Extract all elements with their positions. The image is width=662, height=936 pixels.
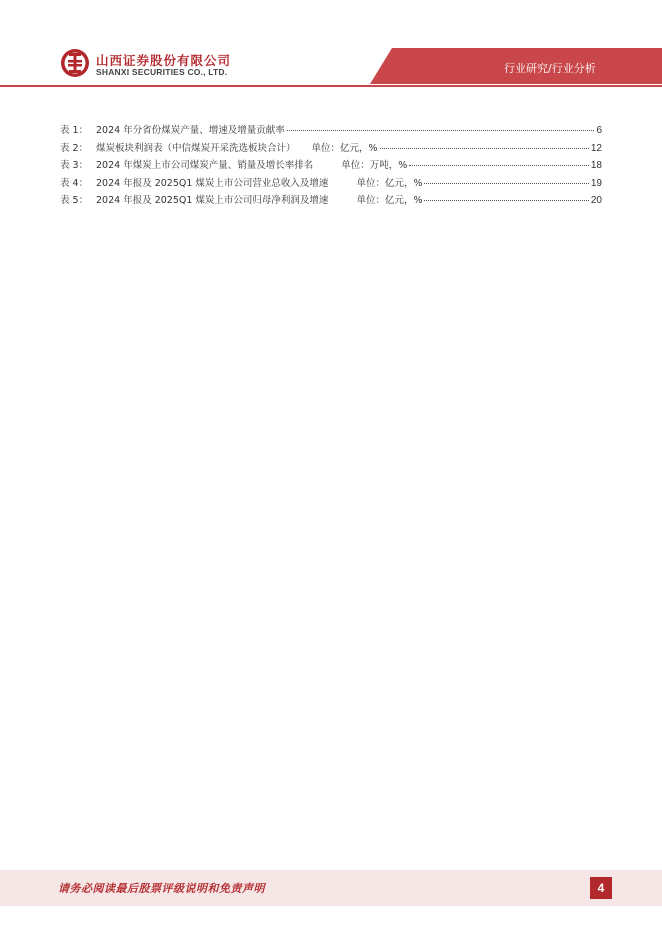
toc-title: 2024 年报及 2025Q1 煤炭上市公司营业总收入及增速 bbox=[96, 177, 329, 189]
toc-entry[interactable] bbox=[60, 140, 602, 158]
page-footer bbox=[0, 870, 662, 906]
table-of-contents bbox=[60, 122, 602, 210]
page-number-badge: 4 bbox=[590, 877, 612, 899]
toc-title: 2024 年分省份煤炭产量、增速及增量贡献率 bbox=[96, 125, 285, 136]
toc-unit: 单位：亿元，% bbox=[356, 195, 423, 206]
toc-label: 表 4： bbox=[60, 177, 89, 189]
brand-name-en: SHANXI SECURITIES CO., LTD. bbox=[96, 67, 228, 77]
toc-leader-dots bbox=[409, 165, 589, 166]
toc-label: 表 1： bbox=[60, 125, 89, 136]
toc-entry[interactable] bbox=[60, 192, 602, 210]
toc-page-number: 20 bbox=[590, 195, 602, 206]
toc-page-number: 19 bbox=[590, 177, 602, 189]
toc-label: 表 2： bbox=[60, 142, 89, 154]
toc-page-number: 6 bbox=[596, 125, 602, 136]
page-header bbox=[0, 0, 662, 90]
toc-title: 煤炭板块利润表（中信煤炭开采洗选板块合计） bbox=[96, 142, 296, 154]
toc-entry[interactable] bbox=[60, 157, 602, 175]
header-divider bbox=[0, 85, 662, 87]
toc-unit: 单位：万吨，% bbox=[341, 160, 408, 171]
toc-entry[interactable] bbox=[60, 175, 602, 193]
toc-unit: 单位：亿元，% bbox=[311, 142, 378, 154]
toc-page-number: 12 bbox=[590, 142, 602, 154]
toc-leader-dots bbox=[424, 183, 588, 184]
toc-title: 2024 年报及 2025Q1 煤炭上市公司归母净利润及增速 bbox=[96, 195, 329, 206]
toc-leader-dots bbox=[424, 200, 588, 201]
toc-entry[interactable] bbox=[60, 122, 602, 140]
brand-name-cn: 山西证券股份有限公司 bbox=[96, 53, 232, 68]
toc-page-number: 18 bbox=[590, 160, 602, 171]
toc-leader-dots bbox=[380, 148, 589, 149]
toc-label: 表 5： bbox=[60, 195, 89, 206]
section-title: 行业研究/行业分析 bbox=[504, 62, 596, 75]
disclaimer-text: 请务必阅读最后股票评级说明和免责声明 bbox=[58, 882, 265, 895]
toc-title: 2024 年煤炭上市公司煤炭产量、销量及增长率排名 bbox=[96, 160, 314, 171]
toc-leader-dots bbox=[287, 130, 595, 131]
toc-label: 表 3： bbox=[60, 160, 89, 171]
toc-unit: 单位：亿元，% bbox=[356, 177, 423, 189]
